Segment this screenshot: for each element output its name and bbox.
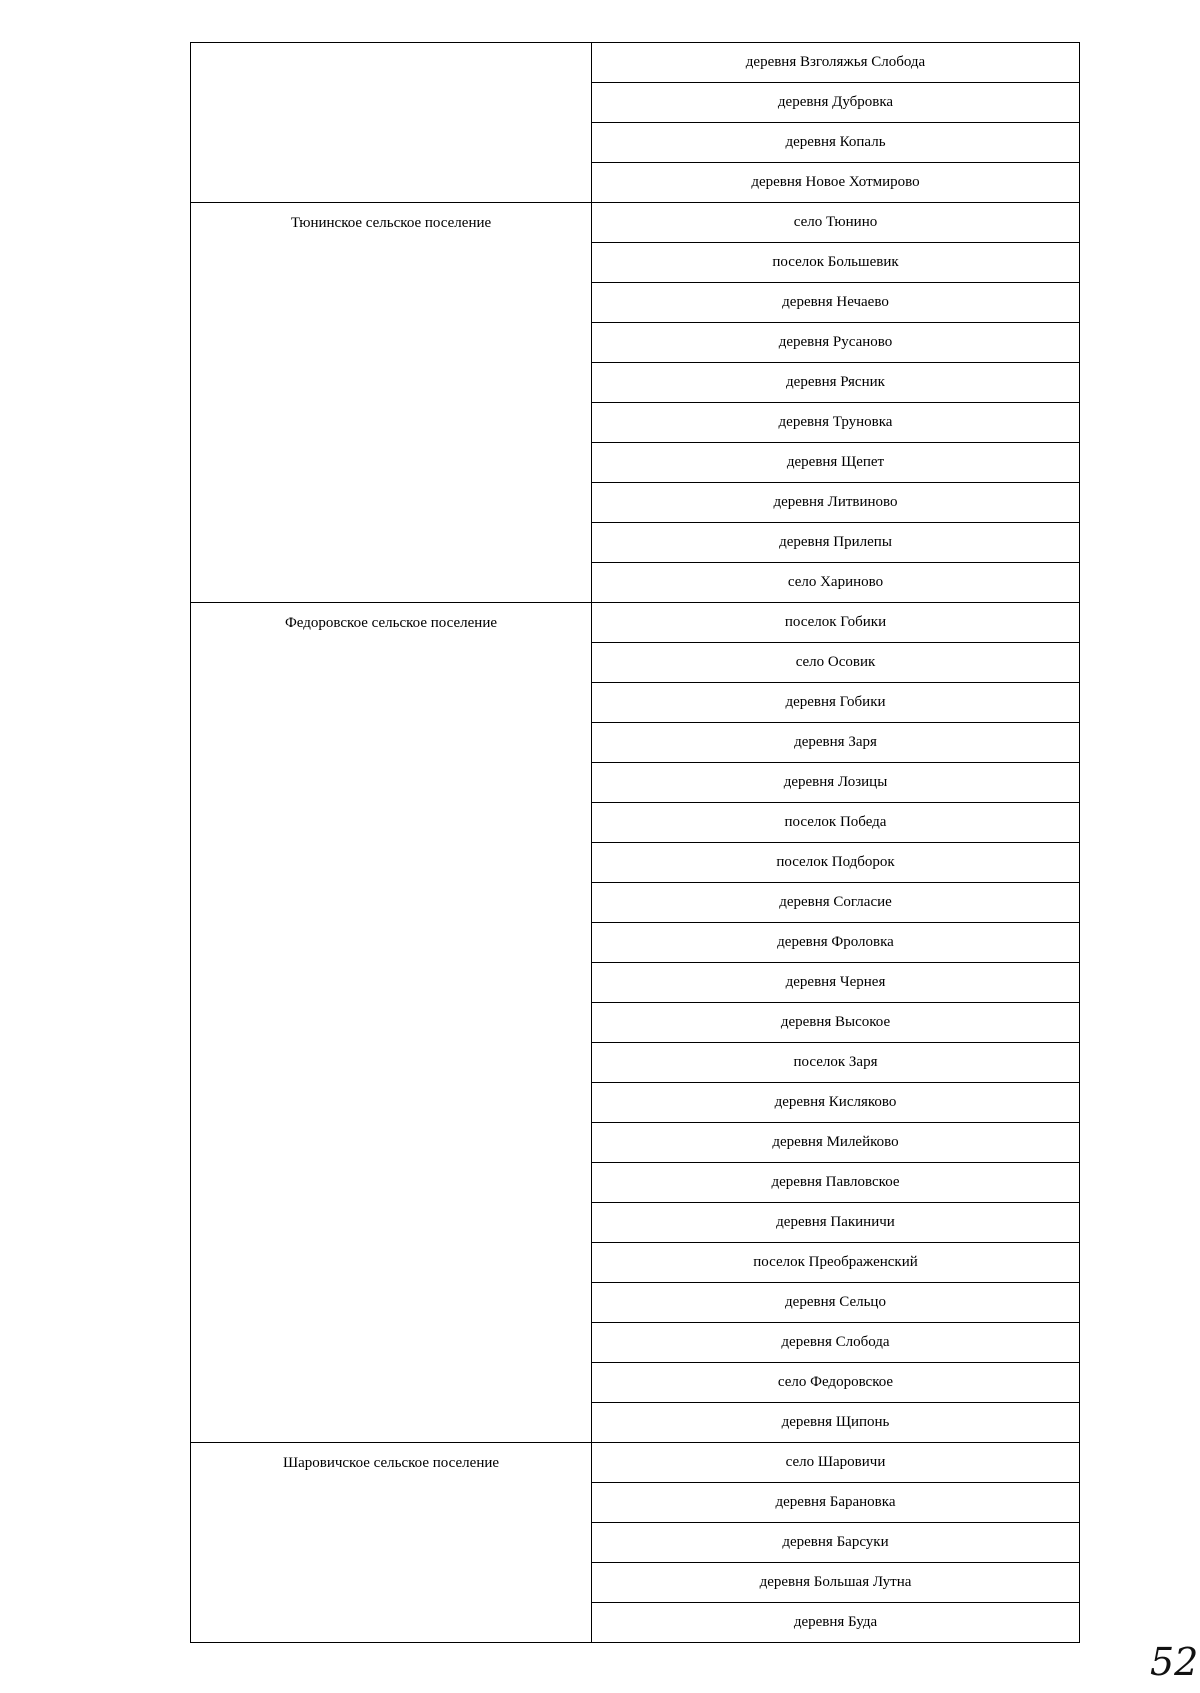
village-name-cell: деревня Милейково: [592, 1123, 1080, 1163]
village-name-cell: поселок Гобики: [592, 603, 1080, 643]
village-name-cell: поселок Победа: [592, 803, 1080, 843]
village-name-cell: поселок Подборок: [592, 843, 1080, 883]
village-name-cell: село Осовик: [592, 643, 1080, 683]
page-number: 52: [1150, 1640, 1199, 1684]
village-name-cell: деревня Дубровка: [592, 83, 1080, 123]
village-name-cell: деревня Высокое: [592, 1003, 1080, 1043]
settlement-name-cell: Шаровичское сельское поселение: [191, 1443, 592, 1643]
village-name-cell: поселок Преображенский: [592, 1243, 1080, 1283]
settlement-name-cell: Федоровское сельское поселение: [191, 603, 592, 1443]
settlements-table-body: [191, 43, 1080, 1643]
table-row: [191, 43, 1080, 83]
village-name-cell: деревня Барановка: [592, 1483, 1080, 1523]
village-name-cell: деревня Взголяжья Слобода: [592, 43, 1080, 83]
village-name-cell: деревня Литвиново: [592, 483, 1080, 523]
village-name-cell: село Федоровское: [592, 1363, 1080, 1403]
village-name-cell: деревня Новое Хотмирово: [592, 163, 1080, 203]
village-name-cell: деревня Павловское: [592, 1163, 1080, 1203]
village-name-cell: деревня Труновка: [592, 403, 1080, 443]
village-name-cell: деревня Щипонь: [592, 1403, 1080, 1443]
village-name-cell: поселок Большевик: [592, 243, 1080, 283]
settlements-table: [190, 42, 1080, 1643]
village-name-cell: деревня Пакиничи: [592, 1203, 1080, 1243]
village-name-cell: деревня Русаново: [592, 323, 1080, 363]
village-name-cell: деревня Лозицы: [592, 763, 1080, 803]
village-name-cell: деревня Нечаево: [592, 283, 1080, 323]
village-name-cell: деревня Большая Лутна: [592, 1563, 1080, 1603]
village-name-cell: деревня Сельцо: [592, 1283, 1080, 1323]
table-row: [191, 1443, 1080, 1483]
settlement-name-cell: Тюнинское сельское поселение: [191, 203, 592, 603]
village-name-cell: деревня Слобода: [592, 1323, 1080, 1363]
village-name-cell: деревня Буда: [592, 1603, 1080, 1643]
village-name-cell: село Хариново: [592, 563, 1080, 603]
village-name-cell: село Тюнино: [592, 203, 1080, 243]
village-name-cell: деревня Фроловка: [592, 923, 1080, 963]
village-name-cell: деревня Чернея: [592, 963, 1080, 1003]
village-name-cell: деревня Заря: [592, 723, 1080, 763]
village-name-cell: деревня Согласие: [592, 883, 1080, 923]
table-row: [191, 203, 1080, 243]
village-name-cell: деревня Рясник: [592, 363, 1080, 403]
village-name-cell: деревня Щепет: [592, 443, 1080, 483]
village-name-cell: деревня Копаль: [592, 123, 1080, 163]
village-name-cell: деревня Прилепы: [592, 523, 1080, 563]
village-name-cell: деревня Гобики: [592, 683, 1080, 723]
village-name-cell: деревня Барсуки: [592, 1523, 1080, 1563]
village-name-cell: село Шаровичи: [592, 1443, 1080, 1483]
table-row: [191, 603, 1080, 643]
village-name-cell: поселок Заря: [592, 1043, 1080, 1083]
settlement-name-cell: [191, 43, 592, 203]
village-name-cell: деревня Кисляково: [592, 1083, 1080, 1123]
